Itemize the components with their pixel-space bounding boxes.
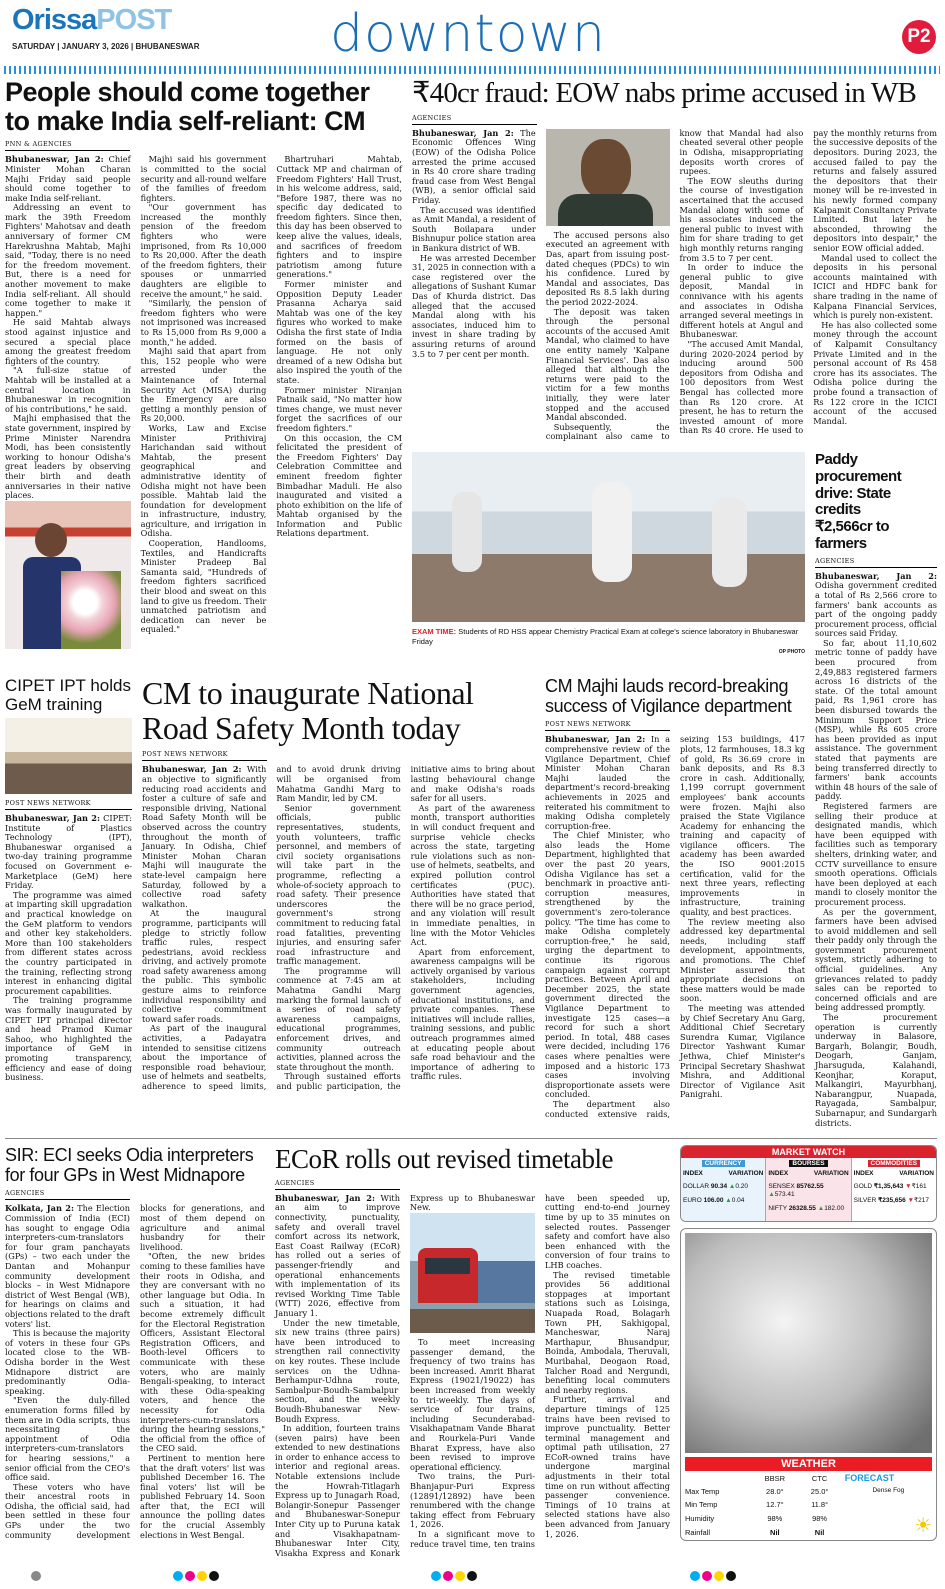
headline: CIPET IPT holds GeM training (5, 676, 131, 715)
dateline: Bhubaneswar, Jan 2: (5, 154, 104, 165)
paragraph: Former minister and Opposition Deputy Leader Prasanna Acharya said Mahtab was one of the key figures who worked to make Odisha the first state of India formed on the basis of language. He not only dreamed of a new Odisha but also inspired the youth of the state. (276, 279, 402, 385)
photo-caption: EXAM TIME: Students of RD HSS appear Chemistry Practical Exam at college's science laboratory in Bhubaneswar Friday OP PHOTO (412, 626, 805, 655)
orissapost-logo: OrissaPOST (12, 4, 172, 36)
print-registration-marks (0, 1558, 945, 1589)
dateline: Bhubaneswar, Jan 2: (5, 813, 101, 824)
paragraph: Subsequently, the complainant also came to know that Mandal had also cheated several other people in Odisha, misappropriating deposits worth crores of rupees. (545, 127, 804, 442)
train-photo (410, 1213, 535, 1333)
commodities-row-silver: SILVER ₹235,656 ▼₹217 (853, 1197, 929, 1205)
paragraph: Apart from enforcement, awareness campaigns will be actively organised by various stakeholders, including government agencies, educational institutions, and private companies. These initiatives will include rallies, training sessions, and public outreach programmes aimed at educating people about safe road behaviour and the importance of adhering to traffic rules. (410, 946, 535, 1082)
up-arrow-icon: ▲ (725, 1197, 732, 1205)
dateline: Bhubaneswar, Jan 2: (545, 734, 646, 745)
market-watch-title: MARKET WATCH (681, 1146, 936, 1158)
up-arrow-icon: ▲ (817, 1205, 825, 1213)
currency-row-euro: EURO 106.00 ▲0.04 (683, 1197, 745, 1205)
paragraph: To meet increasing passenger demand, the frequency of two trains has been increased. Amrit Bharat Express (19021/19022) has been increased from weekly to tri-weekly. The days of service of four trains, including Secunderabad-Visakhapatnam Vande Bharat and Rourkela-Puri Vande Bharat Express, have also been revised to improve operational efficiency. (410, 1337, 535, 1472)
headline: SIR: ECI seeks Odia interpreters for four GPs in West Midnapore (5, 1145, 254, 1186)
paragraph: He has also collected some money through the account of Kalpamit Consultancy Private Limited and in the personal account of Rs 458 crore has its associates. The Odisha police during the probe found a transaction of Rs 122 crore in the ICICI account of the accused Mandal. (813, 319, 937, 426)
paragraph: In order to induce the general public to give deposit, Mandal in connivance with his agents and associates in Odisha arranged several meetings in different hotels at Angul and Bhubaneswar. (679, 262, 804, 340)
currency-block: CURRENCY INDEX VARIATION DOLLAR 90.34 ▲0.20 EURO 106.00 ▲0.04 (681, 1158, 765, 1221)
paragraph: Bhubaneswar, Jan 2: The Economic Offences Wing (EOW) of the Odisha Police arrested the prime accused in Rs 40 crore share trading fraud case from West Bengal (WB), a senior official said Friday. (412, 127, 536, 206)
accused-photo (546, 129, 670, 226)
sun-cloud-icon: ☀ (914, 1515, 932, 1538)
cipet-training-photo (5, 718, 132, 794)
headline: CM Majhi lauds record-breaking success of Vigilance department (545, 676, 792, 717)
header-divider (4, 66, 940, 74)
article-paddy-procurement (815, 452, 937, 1128)
article-sir-odia-interpreters (5, 1145, 265, 1540)
dateline: Kolkata, Jan 2: (5, 1203, 75, 1214)
paragraph: So far, about 11,10,602 metric tonne of paddy have been procured from 2,49,883 registered farmers across 16 districts of the state. Of the total amount paid, Rs 1,961 crore has been disbursed towards the Minimum Support Price (MSP), while Rs 605 crore has been provided as input assistance. The government stated that payments are being transferred directly to farmers' bank accounts within 48 hours of the sale of paddy. (815, 637, 937, 802)
paragraph: These voters who have their ancestral roots in Odisha, the official said, had been settled in these four GPs under the two community development blocks for generations, and most of them depend on agriculture and animal husbandry for their livelihood. (5, 1203, 265, 1540)
weather-title: WEATHER (685, 1457, 932, 1471)
paragraph: The meeting was attended by Chief Secretary Anu Garg, Additional Chief Secretary Surendra Kumar, Vigilance Director Yashwant Kumar Jethwa, Chief Minister's Principal Secretary Shashwat Mishra, and Additional Director of Vigilance Asit Panigrahi. (680, 1002, 805, 1100)
byline: AGENCIES (275, 1179, 400, 1190)
article-eow-fraud (412, 78, 937, 442)
dateline: Bhubaneswar, Jan 2: (412, 127, 514, 138)
paragraph: The accused persons also executed an agreement with Das, apart from issuing post-dated cheques (PDCs) to win his confidence. Lured by Mandal and associates, Das deposited Rs 8.5 lakh during the period 2022-2024. (545, 229, 670, 308)
paragraph: Mandal used to collect the deposits in his personal accounts maintained with ICICI and HDFC bank for share trading in the name of Kalpana Financial Services, which is purely non-existent. (813, 252, 937, 321)
down-arrow-icon: ▼ (907, 1197, 914, 1205)
paragraph: This is because the majority of voters in these four GPs located close to the WB-Odisha border in the West Midnapore district are predominantly Odia-speaking. (5, 1328, 130, 1396)
byline: AGENCIES (815, 557, 937, 568)
paragraph: The revised timetable provides 56 additional stoppages at important stations such as Loisinga, Nuapada Road, Bolagarh Town PH, Sakhigopal, Mancheswar, Naraj Marthapur, Bhusandpur, Boinda, Ambodala, Theruvali, Muribahal, Deogaon Road, Talcher Road and Nergundi, benefiting local commuters and nearby regions. (545, 1269, 670, 1395)
paragraph: The review meeting also addressed key departmental needs, including staff development, appointments, and promotions. The Chief Minister assured that appropriate decisions on these matters would be made soon. (680, 916, 805, 1004)
paragraph: "A full-size statue of Mahtab will be installed at a central location in Bhubaneswar in recognition of his contributions," he said. (5, 365, 131, 414)
paragraph: He was arrested December 31, 2025 in connection with a case registered over the allegations of Sushant Kumar Das of Khurda district. Das alleged that the accused Mandal along with his associates, induced him to invest in share trading by assuring returns of around 3.5 to 7 per cent per month. (412, 252, 536, 359)
byline: POST NEWS NETWORK (5, 799, 132, 810)
paragraph: As part of the awareness month, transport authorities in will conduct frequent and surprise vehicle checks across the state, targeting rule violations such as non-use of helmets, seatbelts, and expired pollution control certificates (PUC). Authorities have stated that there will be no grace period, and any violation will result in immediate penalties, in line with the Motor Vehicles Act. (410, 802, 535, 948)
headline: CM to inaugurate National Road Safety Month today (142, 675, 474, 747)
article-cm-self-reliant (5, 78, 402, 649)
commodities-row-gold: GOLD ₹1,35,643 ▼₹161 (853, 1183, 927, 1191)
paragraph: The EOW sleuths during the course of investigation ascertained that the accused Mandal along with some of his associates induced the general public to invest with him for share trading to get high monthly returns ranging from 3.5 to 7 per cent. (679, 175, 804, 263)
article-body (5, 814, 132, 1083)
headline: ₹40cr fraud: EOW nabs prime accused in WB (412, 77, 916, 109)
bottom-row (5, 1138, 937, 1558)
paragraph: Two trains, the Puri-Bhanjapur-Puri Express (12891/12892) have been renumbered with the change taking effect from February 1, 2026. (410, 1471, 535, 1530)
article-body (5, 155, 402, 648)
paragraph: Bhubaneswar, Jan 2: With an objective to significantly reducing road accidents and foster a culture of safe and responsible driving, National Road Safety Month will be observed across the country throughout the month of January. In Odisha, Chief Minister Mohan Charan Majhi will inaugurate the state-level campaign here Saturday, followed by a collective road safety walkathon. (142, 764, 267, 909)
article-body (142, 765, 535, 1091)
page-grid (5, 78, 937, 1128)
paragraph: Through sustained efforts and public participation, the initiative aims to bring about lasting behavioural change and make Odisha's roads safer for all users. (276, 764, 535, 1091)
paragraph: On this occasion, the CM felicitated the president of the Freedom Fighters' Day Celebration Committee and eminent freedom fighter Bimbadhar Maduli. He also inaugurated and visited a photo exhibition on the life of Mahtab organised by the Information and Public Relations department. (276, 432, 402, 539)
paragraph: As per the government, farmers have been advised to avoid middlemen and sell their paddy only through the government procurement system, strictly adhering to official guidelines. Any grievances related to paddy sales can be reported to concerned officials and are being addressed promptly. (815, 906, 937, 1013)
article-body (5, 1204, 265, 1540)
byline: AGENCIES (5, 1189, 130, 1200)
paragraph: Senior government officials, public representatives, students, youth volunteers, traffic personnel, and members of civil society organisations will take part in the programme, reflecting a whole-of-society approach to road safety. Their presence underscores the government's strong commitment to reducing fatal road fatalities, preventing injuries, and ensuring safer road infrastructure and traffic management. (276, 802, 401, 967)
paragraph: The procurement operation is currently underway in Balasore, Bargarh, Bolangir, Boudh, Deogarh, Ganjam, Jharsuguda, Kalahandi, Keonjhar, Koraput, Malkangiri, Mayurbhanj, Nabarangpur, Nuapada, Rayagada, Sambalpur, Subarnapur, and Sundargarh districts. (815, 1012, 937, 1128)
paragraph: He said Mahtab always stood against injustice and secured a special place among the greatest freedom fighters of the country. (5, 317, 131, 366)
paragraph: In a significant move to reduce travel time, ten trains have been speeded up, cutting end-to-end journey time by up to 35 minutes on selected routes. Passenger safety and comfort have also been enhanced with the conversion of four trains to LHB coaches. (410, 1192, 670, 1549)
headline: Paddy procurement drive: State credits ₹2,566cr to farmers (815, 450, 902, 552)
paragraph: Bhubaneswar, Jan 2: CIPET: Institute of Plastics Technology (IPT), Bhubaneswar organised a two-day training programme focused on Government e-Marketplace (GeM) here Friday. (5, 813, 133, 891)
paragraph: Addressing an event to mark the 39th Freedom Fighters' Mahotsav and death anniversary of former CM Harekrushna Mahtab, Majhi said, "Today, there is no need for the freedom movement. But, there is a need for another movement to make India self-reliant. All should come together to make it happen." (5, 202, 131, 318)
article-vigilance (545, 676, 805, 1119)
exam-time-photo-block (412, 452, 805, 657)
paragraph: Former minister Niranjan Patnaik said, "No matter how times change, we must never forget the sacrifices of our freedom fighters." (276, 384, 402, 433)
paragraph: The Chief Minister, who also leads the Home Department, highlighted that over the past 20 years, Odisha Vigilance has set a benchmark in proactive anti-corruption measures, strengthened by the government's zero-tolerance policy. "The time has come to make Odisha completely corruption-free," he said, urging the department to continue its rigorous campaign against corrupt practices. Between April and December 2025, the state government directed the Vigilance Department to investigate 125 cases—a record for such a short period. In total, 488 cases were decided, including 176 cases where penalties were imposed and a historic 173 cases involving disproportionate assets were concluded. (545, 830, 670, 1100)
up-arrow-icon: ▲ (728, 1183, 736, 1191)
paragraph: The training programme was formally inaugurated by CIPET IPT principal director and head Pramod Kumar Sahoo, who highlighted the importance of GeM in promoting transparency, efficiency and ease of doing business. (5, 995, 132, 1083)
paragraph: Kolkata, Jan 2: The Election Commission of India (ECI) has sought to engage Odia interpreters-cum-translators for four gram panchayats (GPs) – two each under the Dantan and Mohanpur community development blocks – in West Midnapore district of West Bengal (WB), for hearings on claims and objections related to the draft voters' list. (5, 1203, 130, 1329)
paragraph: "Similarly, the pension of freedom fighters who were not imprisoned was increased to Rs 15,000 from Rs 9,000 a month," he added. (140, 298, 267, 347)
paragraph: Further, arrival and departure timings of 125 trains have been revised to improve punctuality. Better terminal management and optimal path utilisation, 27 ECoR-owned trains have undergone marginal adjustments in their total time on run without affecting passenger convenience. Timings of 10 trains at selected stations have also been advanced from January 1, 2026. (545, 1394, 670, 1539)
paragraph: Majhi said that apart from this, 152 people who were arrested under the Maintenance of Internal Security Act (MISA) during the Emergency are also getting a monthly pension of Rs 20,000. (140, 346, 267, 424)
market-weather-column (680, 1145, 937, 1541)
weather-panel (680, 1228, 937, 1541)
byline: POST NEWS NETWORK (142, 750, 267, 761)
paragraph: Bhubaneswar, Jan 2: In a comprehensive review of the Vigilance Department, Chief Minister Mohan Charan Majhi lauded the department's record-breaking achievements in 2025 and reiterated his commitment to making Odisha completely corruption-free. (545, 734, 670, 831)
bourses-block: BOURSES INDEX VARIATION SENSEX 85762.55 ▲573.41 NIFTY 26328.55 ▲182.00 (765, 1158, 851, 1221)
bourses-row-sensex: SENSEX 85762.55 ▲573.41 (768, 1183, 824, 1199)
masthead (0, 0, 945, 78)
byline: PNN & AGENCIES (5, 140, 130, 151)
paragraph: In addition, fourteen trains (seven pairs) have been extended to new destinations in order to enhance access to interior and regional areas. Notable extensions include the Howrah-Titlagarh Express up to Junagarh Road, Bolangir-Sonepur Passenger and Bhubaneswar-Sonepur Inter City up to Puruna katak and Visakhapatnam-Bhubaneswar Inter City, Visakha Express and Konark Express up to Bhubaneswar New. (275, 1192, 535, 1558)
paragraph: The department also conducted extensive raids, seizing 153 buildings, 417 plots, 12 farmhouses, 18.3 kg of gold, Rs 36.69 crore in bank deposits, and Rs 8.3 crore in cash. Additionally, 1,199 corrupt government employees' bank accounts were frozen. Majhi also praised the State Vigilance Academy for enhancing the training and capacity of vigilance officers. The academy has been awarded the ISO 9001:2015 certification, valid for the next three years, reflecting improvements in infrastructure, training quality, and best practices. (545, 734, 805, 1119)
paragraph: Bhubaneswar, Jan 2: Chief Minister Mohan Charan Majhi Friday said people should come together to make India self-reliant. (5, 154, 131, 203)
headline: People should come together to make India self-reliant: CM (5, 77, 370, 137)
article-body (815, 572, 937, 1128)
paragraph: "Even the duly-filled enumeration forms filled by them are in Odia scripts, thus necessitating the appointment of Odia interpreters-cum-translators for hearing sessions," a senior official from the CEO's office said. (5, 1395, 130, 1483)
paragraph: Majhi said his government is committed to the social security and all-round welfare of the families of freedom fighters. (140, 154, 267, 203)
commodities-block: COMMODITIES INDEX VARIATION GOLD ₹1,35,643 ▼₹161 SILVER ₹235,656 ▼₹217 (852, 1158, 936, 1221)
down-arrow-icon: ▼ (905, 1183, 912, 1191)
headline: ECoR rolls out revised timetable (275, 1144, 613, 1175)
currency-row-dollar: DOLLAR 90.34 ▲0.20 (683, 1183, 749, 1191)
market-watch-panel (680, 1145, 937, 1222)
section-title: downtown (330, 4, 606, 64)
cm-speaking-photo (5, 501, 131, 649)
article-road-safety (142, 676, 535, 1092)
article-ecor-timetable (275, 1145, 670, 1558)
weather-table: BBSR CTC FORECAST Max Temp 28.0° 25.0° Dense Fog Min Temp 12.7° 11.8° Humidity 98% 98% ☀ Rainfall Nil Nil (681, 1471, 936, 1540)
article-body (412, 129, 937, 442)
paragraph: At the inaugural programme, participants will pledge to strictly follow traffic rules, respect pedestrians, avoid reckless driving, and actively promote road safety awareness among the public. This symbolic gesture aims to reinforce individual responsibility and collective commitment toward safer roads. (142, 908, 267, 1024)
article-body (545, 735, 805, 1119)
bourses-row-nifty: NIFTY 26328.55 ▲182.00 (768, 1205, 845, 1213)
up-arrow-icon: ▲ (768, 1191, 775, 1199)
paragraph: Bhartruhari Mahtab, Cuttack MP and chairman of Freedom Fighters' Hall Trust, in his welcome address, said, "Before 1987, there was no specific day dedicated to freedom fighters. Since then, this day has been observed to keep alive the values, ideals, and sacrifices of freedom fighters and to inspire patriotism among future generations." (276, 154, 402, 280)
paragraph: The programme was aimed at imparting skill upgradation and practical knowledge on the GeM platform to vendors and other key stakeholders. More than 100 stakeholders from different states across the country participated in the training, reflecting strong interest in enhancing digital procurement capabilities. (5, 889, 132, 996)
paragraph: Registered farmers are selling their produce at designated mandis, which have been equipped with facilities such as temporary shelters, drinking water, and CCTV surveillance to ensure smooth operations. Officials have been deployed at each mandi to closely monitor the procurement process. (815, 800, 937, 907)
paragraph: The programme will commence at 7:45 am at Mahatma Gandhi Marg marking the formal launch of a series of road safety awareness campaigns, educational programmes, enforcement drives, and community outreach activities, planned across the state throughout the month. (276, 965, 401, 1072)
date-line: SATURDAY | JANUARY 3, 2026 | BHUBANESWAR (12, 42, 200, 51)
paragraph: Works, Law and Excise Minister Prithiviraj Harichandan said without Mahtab, the present geographical and administrative identity of Odisha might not have been possible. Mahtab laid the foundation for development in infrastructure, industry, agriculture, and irrigation in Odisha. (140, 422, 267, 539)
paragraph: The accused was identified as Amit Mandal, a resident of South Boilapara under Bishnupur police station area in Bankura district of WB. (412, 204, 536, 254)
article-body (275, 1194, 670, 1559)
paragraph: "The accused Amit Mandal, during 2020-2024 period by inducing around 500 depositors from Odisha and 100 depositors from West Bengal has collected more than Rs 120 crore. At present, he has to return the invested amount of more than Rs 40 crore. He used to pay the monthly returns from the successive deposits of the depositors. During 2023, the accused failed to pay the returns and falsely assured the depositors that their money will be re-invested in his newly formed company Kalpamit Consultancy Private Limited. But later he absconded, throwing the depositors into despair," the senior EOW official added. (679, 127, 937, 436)
article-cipet-gem (5, 676, 132, 1083)
paragraph: Majhi emphasised that the state government, inspired by Prime Minister Narendra Modi, has been consistently working to honour Odisha's great leaders by observing their birth and death anniversaries in their native places. (5, 413, 131, 501)
paragraph: Bhubaneswar, Jan 2: Odisha government credited a total of Rs 2,566 crore to farmers' bank accounts as part of the ongoing paddy procurement process, official sources said Friday. (815, 570, 937, 639)
paragraph: Pertinent to mention here that the draft voters' list was published December 16. The final voters' list will be published February 14. Soon after that, the ECI will announce the polling dates for the crucial Assembly elections in West Bengal. (140, 1452, 265, 1540)
paragraph: Under the new timetable, six new trains (three pairs) have been introduced to strengthen rail connectivity on key routes. These include services on the Udhna-Berhampur-Udhna route, Sambalpur-Boudh-Sambalpur section, and the weekly Boudh-Bhubaneswar New-Boudh Express. (275, 1317, 400, 1424)
paragraph: "Our government has increased the monthly pension of the freedom fighters who were imprisoned, from Rs 10,000 to Rs 20,000. After the death of the freedom fighters, their spouses or unmarried daughters are eligible to receive the amount," he said. (140, 202, 267, 299)
dateline: Bhubaneswar, Jan 2: (142, 764, 242, 775)
dateline: Bhubaneswar, Jan 2: (815, 570, 937, 581)
satellite-map (685, 1233, 932, 1453)
paragraph: The deposit was taken through the personal accounts of the accused Amit Mandal, who claimed to have one entity namely 'Kalpane Financial Services'. Das also alleged that although the returns were paid to the victim for a few months initially, they were later stopped and the accused Mandal absconded. (545, 306, 670, 423)
exam-time-photo (412, 452, 805, 622)
page-number-badge: P2 (902, 20, 936, 54)
paragraph: Bhubaneswar, Jan 2: With an aim to improve connectivity, punctuality, safety and overall travel comfort across its network, East Coast Railway (ECoR) has rolled out a series of passenger-friendly and operational enhancements with implementation of its revised Working Time Table (WTT) 2026, effective from January 1. (275, 1192, 400, 1318)
paragraph: As part of the inaugural activities, a Padayatra intended to sensitise citizens about the importance of responsible road behaviour, use of helmets and seatbelts, adherence to speed limits, and to avoid drunk driving will be organised from Mahatma Gandhi Marg to Ram Mandir, led by CM. (142, 764, 401, 1091)
byline: POST NEWS NETWORK (545, 720, 670, 731)
paragraph: "Often, the new brides coming to these families have their roots in Odisha, and they are conversant with no other language but Odia. In such a situation, it had become extremely difficult for the Electoral Registration Officers, Assistant Electoral Registration Officers, and Booth-level Officers to communicate with these voters, who are mainly Bengali-speaking, to interact with these Odia-speaking voters, and hence the necessity for Odia interpreters-cum-translators during the hearing sessions," the official from the office of the CEO said. (140, 1251, 265, 1454)
dateline: Bhubaneswar, Jan 2: (275, 1192, 375, 1203)
paragraph: Cooperation, Handlooms, Textiles, and Handicrafts Minister Pradeep Bal Samanta said, "Hundreds of freedom fighters sacrificed their blood and sweat on this land to give us freedom. Their unmatched patriotism and dedication can never be equaled." (140, 538, 267, 635)
byline: AGENCIES (412, 114, 537, 125)
